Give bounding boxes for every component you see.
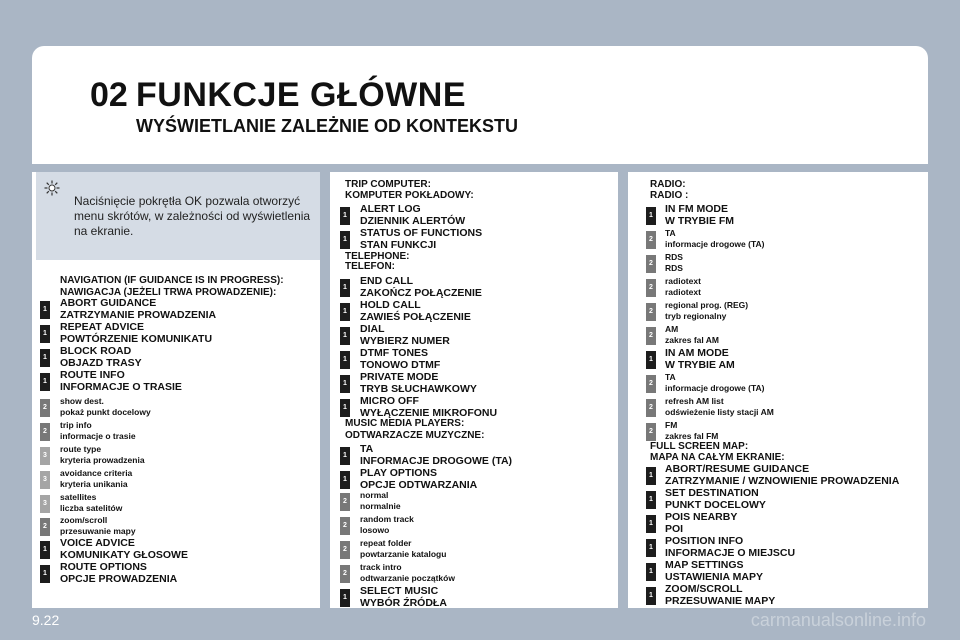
menu-item — [360, 300, 471, 323]
menu-item-polish: kryteria prowadzenia — [60, 455, 145, 465]
menu-item-english: END CALL — [360, 275, 414, 287]
menu-item — [665, 372, 765, 394]
menu-item-polish: radiotext — [665, 287, 701, 297]
level-badge: 1 — [340, 207, 350, 225]
menu-item-english: FM — [665, 420, 678, 430]
menu-item-english: normal — [360, 490, 389, 500]
menu-item-english: regional prog. (REG) — [665, 300, 749, 310]
menu-item-english: ABORT GUIDANCE — [60, 297, 157, 309]
section-header: NAWIGACJA (JEŻELI TRWA PROWADZENIE): — [60, 287, 277, 298]
menu-item — [665, 276, 701, 298]
level-badge: 1 — [646, 515, 656, 533]
level-badge: 2 — [40, 399, 50, 417]
menu-item-polish: INFORMACJE O TRASIE — [60, 380, 182, 393]
section-header: RADIO: — [650, 179, 686, 190]
menu-item-polish: TRYB SŁUCHAWKOWY — [360, 382, 477, 395]
menu-item-polish: ZATRZYMANIE / WZNOWIENIE PROWADZENIA — [665, 474, 900, 487]
section-header: NAVIGATION (IF GUIDANCE IS IN PROGRESS): — [60, 275, 284, 286]
menu-item-english: AM — [665, 324, 679, 334]
menu-item-english: radiotext — [665, 276, 701, 286]
menu-item-english: show dest. — [60, 396, 104, 406]
menu-item — [360, 444, 512, 467]
section-header: FULL SCREEN MAP: — [650, 441, 749, 452]
menu-item-polish: W TRYBIE FM — [665, 214, 735, 227]
menu-item-polish: pokaż punkt docelowy — [60, 407, 151, 417]
level-badge: 2 — [646, 303, 656, 321]
menu-item-english: ALERT LOG — [360, 203, 421, 215]
menu-item-english: refresh AM list — [665, 396, 724, 406]
menu-item — [60, 444, 145, 466]
menu-item — [60, 396, 151, 418]
menu-item-polish: DZIENNIK ALERTÓW — [360, 214, 466, 227]
menu-item-polish: informacje o trasie — [60, 431, 136, 441]
menu-item — [60, 420, 136, 442]
level-badge: 1 — [340, 303, 350, 321]
level-badge: 1 — [340, 327, 350, 345]
section-header: TELEFON: — [345, 261, 395, 272]
level-badge: 2 — [340, 565, 350, 583]
level-badge: 2 — [646, 399, 656, 417]
menu-item-english: trip info — [60, 420, 92, 430]
menu-item-polish: WYŁĄCZENIE MIKROFONU — [360, 406, 498, 419]
menu-item-polish: kryteria unikania — [60, 479, 128, 489]
level-badge: 1 — [40, 565, 50, 583]
menu-item — [360, 586, 447, 609]
menu-item — [360, 562, 455, 584]
menu-item — [60, 298, 216, 321]
menu-item — [665, 204, 734, 227]
section-header: KOMPUTER POKŁADOWY: — [345, 190, 474, 201]
section-header: ODTWARZACZE MUZYCZNE: — [345, 430, 485, 441]
menu-item — [60, 492, 122, 514]
level-badge: 1 — [340, 471, 350, 489]
section-header: TELEPHONE: — [345, 251, 410, 262]
menu-item-english: MAP SETTINGS — [665, 559, 744, 571]
menu-item — [360, 228, 482, 251]
level-badge: 2 — [646, 375, 656, 393]
menu-item-polish: zakres fal FM — [665, 431, 719, 441]
menu-item-polish: POWTÓRZENIE KOMUNIKATU — [60, 332, 213, 345]
menu-item-english: PRIVATE MODE — [360, 371, 439, 383]
level-badge: 1 — [646, 207, 656, 225]
menu-item — [360, 204, 465, 227]
menu-item-english: TA — [665, 228, 676, 238]
menu-item — [360, 372, 477, 395]
level-badge: 1 — [40, 325, 50, 343]
menu-item-english: SET DESTINATION — [665, 487, 759, 499]
menu-item — [60, 562, 177, 585]
page-subtitle: WYŚWIETLANIE ZALEŻNIE OD KONTEKSTU — [136, 116, 518, 136]
menu-item-english: BLOCK ROAD — [60, 345, 132, 357]
section-header: MAPA NA CAŁYM EKRANIE: — [650, 452, 785, 463]
menu-item — [60, 322, 212, 345]
menu-item-polish: ZAWIEŚ POŁĄCZENIE — [360, 310, 471, 323]
menu-item-english: track intro — [360, 562, 402, 572]
menu-item-polish: ZAKOŃCZ POŁĄCZENIE — [360, 286, 482, 299]
level-badge: 1 — [40, 301, 50, 319]
level-badge: 2 — [646, 255, 656, 273]
level-badge: 2 — [646, 423, 656, 441]
menu-item-polish: OBJAZD TRASY — [60, 356, 142, 369]
level-badge: 2 — [646, 279, 656, 297]
level-badge: 2 — [646, 231, 656, 249]
menu-item-english: ROUTE INFO — [60, 369, 125, 381]
menu-item-polish: KOMUNIKATY GŁOSOWE — [60, 548, 188, 561]
menu-item — [665, 252, 683, 274]
level-badge: 3 — [40, 447, 50, 465]
menu-item-english: VOICE ADVICE — [60, 537, 135, 549]
level-badge: 1 — [646, 467, 656, 485]
menu-item — [665, 348, 735, 371]
menu-item-polish: USTAWIENIA MAPY — [665, 570, 764, 583]
menu-item-english: route type — [60, 444, 102, 454]
menu-item-english: TA — [665, 372, 676, 382]
menu-item-polish: STAN FUNKCJI — [360, 238, 437, 251]
menu-item-polish: informacje drogowe (TA) — [665, 383, 765, 393]
menu-item-english: HOLD CALL — [360, 299, 421, 311]
menu-item — [60, 468, 132, 490]
section-header: TRIP COMPUTER: — [345, 179, 431, 190]
menu-item-english: DIAL — [360, 323, 385, 335]
menu-item-english: repeat folder — [360, 538, 412, 548]
menu-item — [665, 560, 763, 583]
page-number: 9.22 — [32, 612, 60, 628]
menu-item-polish: TONOWO DTMF — [360, 358, 441, 371]
level-badge: 1 — [646, 351, 656, 369]
level-badge: 2 — [646, 327, 656, 345]
menu-item — [665, 584, 775, 607]
menu-item-english: avoidance criteria — [60, 468, 133, 478]
menu-item-english: ROUTE OPTIONS — [60, 561, 147, 573]
chapter-number: 02 — [90, 76, 128, 114]
menu-item-english: SELECT MUSIC — [360, 585, 439, 597]
level-badge: 1 — [646, 563, 656, 581]
watermark: carmanualsonline.info — [750, 610, 926, 630]
level-badge: 1 — [646, 491, 656, 509]
menu-item-polish: INFORMACJE DROGOWE (TA) — [360, 454, 513, 467]
menu-item — [665, 300, 748, 322]
menu-item-english: REPEAT ADVICE — [60, 321, 145, 333]
menu-item-polish: tryb regionalny — [665, 311, 727, 321]
menu-item-polish: WYBIERZ NUMER — [360, 334, 450, 347]
menu-item-english: satellites — [60, 492, 97, 502]
menu-item-polish: powtarzanie katalogu — [360, 549, 447, 559]
menu-item-english: IN FM MODE — [665, 203, 728, 215]
menu-item-english: zoom/scroll — [60, 515, 108, 525]
menu-item — [360, 276, 482, 299]
menu-item-english: IN AM MODE — [665, 347, 729, 359]
menu-item-english: RDS — [665, 252, 683, 262]
menu-item — [60, 346, 142, 369]
menu-item-polish: OPCJE PROWADZENIA — [60, 572, 178, 585]
menu-item — [665, 464, 899, 487]
menu-item — [360, 514, 414, 536]
menu-item-polish: normalnie — [360, 501, 401, 511]
level-badge: 2 — [40, 518, 50, 536]
level-badge: 1 — [340, 231, 350, 249]
level-badge: 1 — [40, 373, 50, 391]
menu-item-english: STATUS OF FUNCTIONS — [360, 227, 483, 239]
menu-item-polish: losowo — [360, 525, 390, 535]
section-header: RADIO : — [650, 190, 689, 201]
level-badge: 1 — [340, 399, 350, 417]
tip-text: Naciśnięcie pokrętła OK pozwala otworzyć menu skrótów, w zależności od wyświetlenia na ekranie. — [74, 194, 311, 238]
menu-item-polish: liczba satelitów — [60, 503, 123, 513]
level-badge: 2 — [40, 423, 50, 441]
menu-item — [60, 370, 182, 393]
section-header: MUSIC MEDIA PLAYERS: — [345, 418, 465, 429]
menu-item-polish: informacje drogowe (TA) — [665, 239, 765, 249]
level-badge: 1 — [646, 539, 656, 557]
level-badge: 1 — [340, 375, 350, 393]
menu-item-polish: przesuwanie mapy — [60, 526, 136, 536]
menu-item-english: DTMF TONES — [360, 347, 429, 359]
level-badge: 1 — [340, 589, 350, 607]
level-badge: 2 — [340, 541, 350, 559]
menu-item-polish: odświeżenie listy stacji AM — [665, 407, 774, 417]
level-badge: 2 — [340, 517, 350, 535]
level-badge: 1 — [646, 587, 656, 605]
level-badge: 1 — [340, 351, 350, 369]
menu-item-polish: WYBÓR ŹRÓDŁA — [360, 596, 447, 609]
menu-item — [360, 538, 446, 560]
menu-item-polish: ZATRZYMANIE PROWADZENIA — [60, 308, 217, 321]
menu-item — [665, 324, 719, 346]
level-badge: 1 — [340, 447, 350, 465]
level-badge: 2 — [340, 493, 350, 511]
menu-item-english: ABORT/RESUME GUIDANCE — [665, 463, 810, 475]
menu-item-polish: RDS — [665, 263, 683, 273]
menu-item-english: POIS NEARBY — [665, 511, 738, 523]
level-badge: 1 — [40, 349, 50, 367]
menu-item-polish: W TRYBIE AM — [665, 358, 735, 371]
menu-item-english: ZOOM/SCROLL — [665, 583, 743, 595]
menu-item — [665, 396, 774, 418]
menu-item — [60, 515, 136, 537]
menu-item — [360, 324, 450, 347]
level-badge: 3 — [40, 471, 50, 489]
page-title: FUNKCJE GŁÓWNE — [136, 76, 466, 114]
menu-item-english: PLAY OPTIONS — [360, 467, 438, 479]
menu-item — [360, 396, 497, 419]
menu-item-english: random track — [360, 514, 414, 524]
menu-item-polish: INFORMACJE O MIEJSCU — [665, 546, 796, 559]
menu-item — [665, 420, 718, 442]
menu-item — [60, 538, 188, 561]
menu-item-polish: PUNKT DOCELOWY — [665, 498, 766, 511]
menu-item — [665, 512, 737, 535]
menu-item-english: POSITION INFO — [665, 535, 744, 547]
level-badge: 3 — [40, 495, 50, 513]
level-badge: 1 — [40, 541, 50, 559]
sun-icon — [44, 180, 60, 196]
menu-item-english: TA — [360, 443, 374, 455]
menu-item-polish: POI — [665, 522, 684, 535]
menu-item — [360, 490, 401, 512]
menu-item — [360, 348, 440, 371]
menu-item-polish: zakres fal AM — [665, 335, 720, 345]
level-badge: 1 — [340, 279, 350, 297]
menu-item — [665, 536, 795, 559]
menu-item-polish: PRZESUWANIE MAPY — [665, 594, 776, 607]
menu-item-english: MICRO OFF — [360, 395, 419, 407]
menu-item — [665, 488, 766, 511]
menu-item — [665, 228, 765, 250]
menu-item-polish: OPCJE ODTWARZANIA — [360, 478, 478, 491]
tip-box — [36, 172, 320, 260]
menu-item-polish: odtwarzanie początków — [360, 573, 455, 583]
menu-item — [360, 468, 477, 491]
